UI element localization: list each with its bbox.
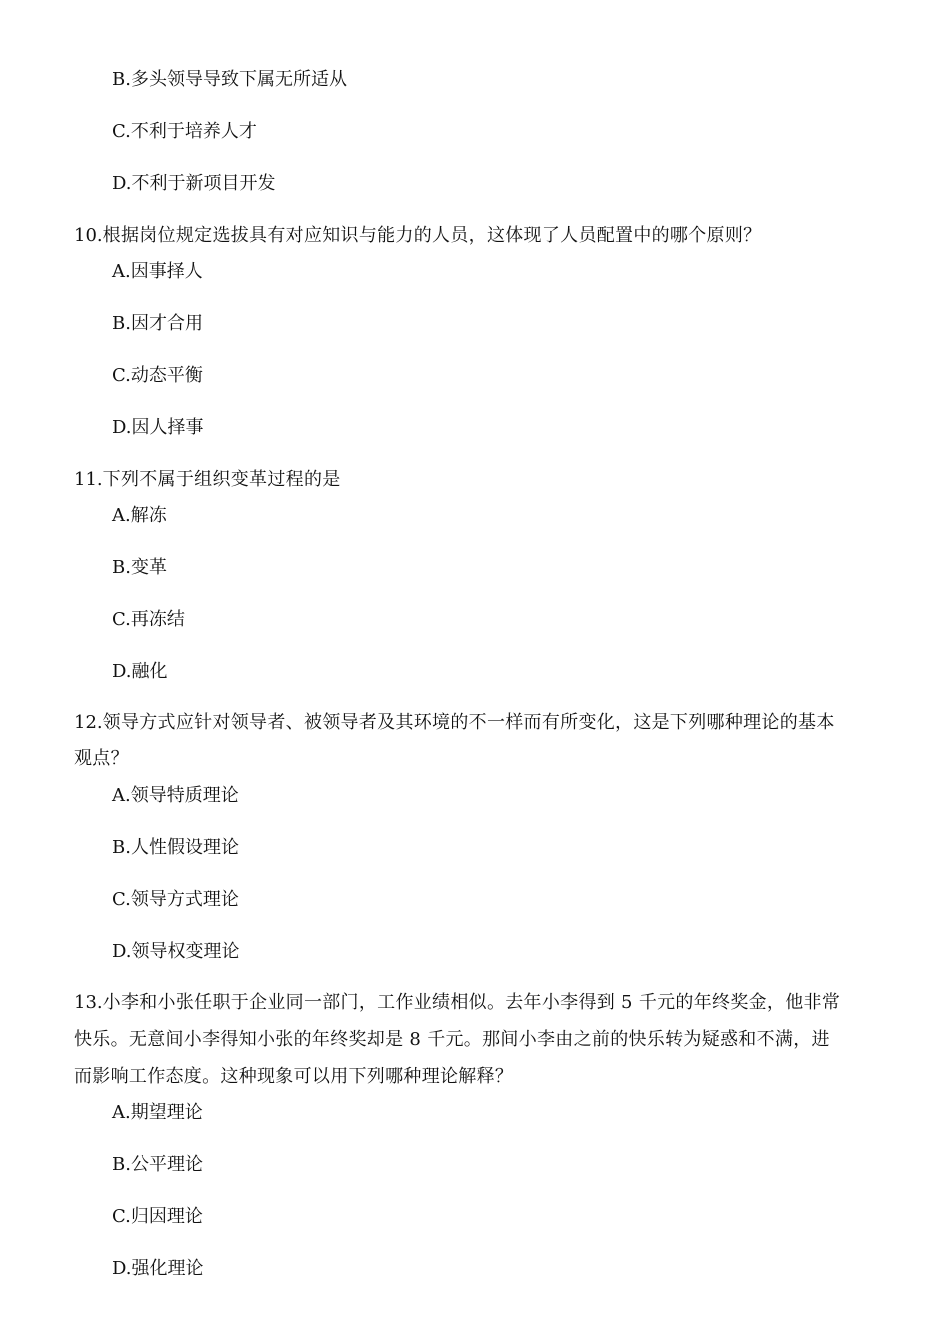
- option-12a: A.领导特质理论: [112, 785, 239, 806]
- option-9c: C.不利于培养人才: [112, 121, 257, 142]
- option-11b: B.变革: [112, 557, 167, 578]
- option-11a: A.解冻: [112, 505, 167, 526]
- question-text-line-2: 观点？: [74, 748, 129, 769]
- question-number: 12.: [74, 712, 103, 733]
- question-11: [74, 468, 874, 492]
- option-11d: D.融化: [112, 661, 168, 682]
- question-text: 根据岗位规定选拔具有对应知识与能力的人员，这体现了人员配置中的哪个原则？: [102, 225, 762, 246]
- question-text-line-1: 小李和小张任职于企业同一部门，工作业绩相似。去年小李得到 5 千元的年终奖金，他非常: [102, 992, 841, 1013]
- option-13d: D.强化理论: [112, 1258, 204, 1279]
- question-text-line-1: 领导方式应针对领导者、被领导者及其环境的不一样而有所变化，这是下列哪种理论的基本: [102, 712, 835, 733]
- question-text-line-2: 快乐。无意间小李得知小张的年终奖却是 8 千元。那间小李由之前的快乐转为疑惑和不满，进: [74, 1029, 830, 1050]
- option-9b: B.多头领导导致下属无所适从: [112, 69, 347, 90]
- option-12c: C.领导方式理论: [112, 889, 239, 910]
- question-13: [74, 991, 874, 1015]
- question-12: [74, 711, 874, 735]
- option-10d: D.因人择事: [112, 417, 204, 438]
- option-13a: A.期望理论: [112, 1102, 203, 1123]
- question-number: 10.: [74, 225, 103, 246]
- question-number: 13.: [74, 992, 103, 1013]
- option-9d: D.不利于新项目开发: [112, 173, 276, 194]
- question-text-line-3: 而影响工作态度。这种现象可以用下列哪种理论解释？: [74, 1066, 514, 1087]
- option-13c: C.归因理论: [112, 1206, 203, 1227]
- question-text: 下列不属于组织变革过程的是: [102, 469, 341, 490]
- option-10c: C.动态平衡: [112, 365, 203, 386]
- option-12b: B.人性假设理论: [112, 837, 239, 858]
- option-10a: A.因事择人: [112, 261, 203, 282]
- option-10b: B.因才合用: [112, 313, 203, 334]
- option-13b: B.公平理论: [112, 1154, 203, 1175]
- option-12d: D.领导权变理论: [112, 941, 240, 962]
- question-number: 11.: [74, 469, 103, 490]
- question-13-continued-1: [74, 1028, 874, 1052]
- question-10: [74, 224, 874, 248]
- question-12-continued: [74, 747, 874, 771]
- question-13-continued-2: [74, 1065, 874, 1089]
- option-11c: C.再冻结: [112, 609, 185, 630]
